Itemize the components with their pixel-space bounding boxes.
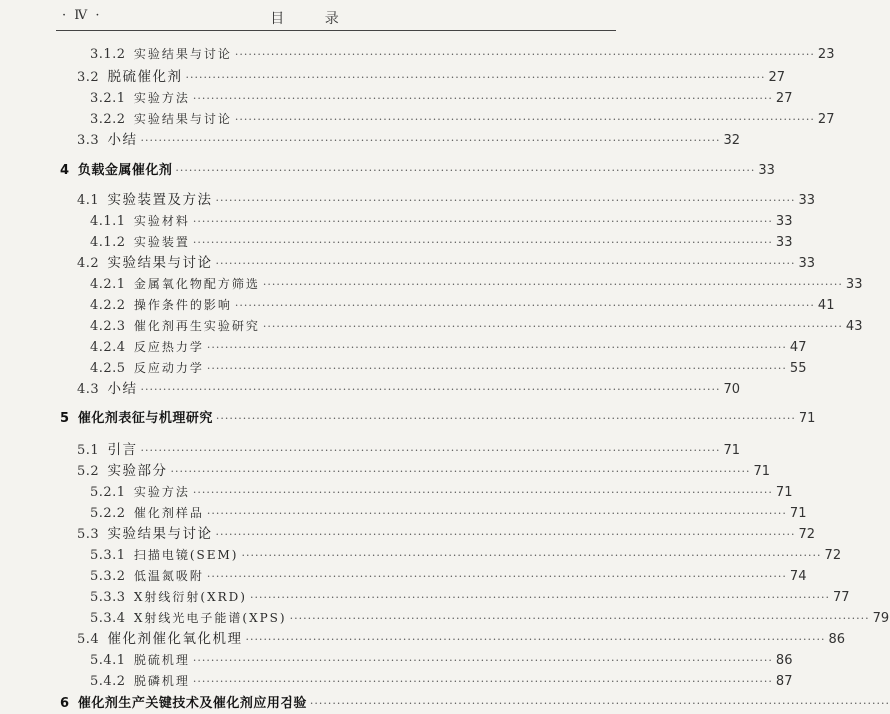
entry-title: 实验材料 <box>133 214 190 228</box>
leader-dots <box>193 483 773 503</box>
entry-page: 23 <box>817 47 835 62</box>
entry-page: 33 <box>775 235 793 250</box>
entry-page: 77 <box>833 590 850 605</box>
entry-number: 4.2 <box>77 256 100 271</box>
entry-page: 71 <box>753 464 771 479</box>
leader-dots <box>215 254 795 274</box>
entry-page: 72 <box>824 548 842 563</box>
entry-title: 脱硫催化剂 <box>107 69 183 85</box>
entry-number: 5.4 <box>77 632 100 647</box>
leader-dots <box>207 359 787 379</box>
leader-dots <box>241 546 821 566</box>
leader-dots <box>140 131 720 151</box>
toc-entry <box>90 671 793 691</box>
toc-entry <box>90 232 793 252</box>
entry-title: 实验装置及方法 <box>107 192 213 208</box>
entry-page: 27 <box>817 112 835 127</box>
leader-dots <box>310 694 890 714</box>
entry-title: 实验结果与讨论 <box>107 255 213 271</box>
entry-number: 3.2.2 <box>90 112 126 127</box>
leader-dots <box>193 651 773 671</box>
toc-entry <box>77 629 846 649</box>
toc-entry <box>77 190 816 210</box>
toc-entry <box>77 524 816 544</box>
entry-number: 4.2.5 <box>90 361 126 376</box>
entry-title: 扫描电镜(SEM) <box>133 548 239 562</box>
entry-number: 5.3.2 <box>90 569 126 584</box>
toc-chapter <box>60 694 616 714</box>
entry-page: 33 <box>758 163 775 178</box>
leader-dots <box>140 441 720 461</box>
chapter-number: 6 <box>60 696 70 711</box>
toc-entry <box>77 461 771 481</box>
entry-page: 86 <box>775 653 793 668</box>
chapter-title: 负载金属催化剂 <box>77 163 173 178</box>
entry-number: 5.3 <box>77 527 100 542</box>
leader-dots <box>193 89 773 109</box>
entry-title: 催化剂催化氧化机理 <box>107 631 243 647</box>
entry-number: 4.2.2 <box>90 298 126 313</box>
toc-entry <box>77 253 816 273</box>
entry-page: 87 <box>775 674 793 689</box>
chapter-number: 4 <box>60 163 70 178</box>
entry-title: 实验部分 <box>107 463 168 479</box>
entry-number: 4.1 <box>77 193 100 208</box>
leader-dots <box>215 191 795 211</box>
toc-entry <box>90 109 835 129</box>
toc-entry <box>90 316 863 336</box>
entry-title: 催化剂再生实验研究 <box>133 319 260 333</box>
toc-entry <box>90 650 793 670</box>
toc-entry <box>90 608 890 628</box>
toc-chapter <box>60 161 775 181</box>
entry-number: 4.2.3 <box>90 319 126 334</box>
toc-entry <box>90 545 842 565</box>
entry-page: 70 <box>723 382 741 397</box>
leader-dots <box>175 161 755 181</box>
page-title: 目 录 <box>270 11 357 27</box>
toc-entry <box>90 587 850 607</box>
chapter-number: 5 <box>60 411 70 426</box>
toc-entry <box>90 44 835 64</box>
entry-title: 实验方法 <box>133 91 190 105</box>
entry-page: 74 <box>789 569 807 584</box>
entry-number: 5.3.1 <box>90 548 126 563</box>
leader-dots <box>207 567 787 587</box>
entry-title: 反应动力学 <box>133 361 204 375</box>
entry-title: X射线衍射(XRD) <box>133 590 247 604</box>
leader-dots <box>235 45 815 65</box>
entry-number: 5.4.2 <box>90 674 126 689</box>
leader-dots <box>140 380 720 400</box>
toc-entry <box>90 88 793 108</box>
entry-number: 4.1.2 <box>90 235 126 250</box>
entry-title: 小结 <box>107 381 138 397</box>
leader-dots <box>290 609 870 629</box>
entry-page: 47 <box>789 340 807 355</box>
entry-page: 71 <box>798 411 816 426</box>
entry-page: 71 <box>723 443 741 458</box>
entry-title: 脱磷机理 <box>133 674 190 688</box>
entry-title: 催化剂样品 <box>133 506 204 520</box>
entry-number: 4.3 <box>77 382 100 397</box>
chapter-title: 催化剂生产关键技术及催化剂应用검验 <box>77 696 307 711</box>
entry-title: 实验结果与讨论 <box>107 526 213 542</box>
entry-page: 72 <box>798 527 816 542</box>
page-number: · Ⅳ · <box>62 8 102 23</box>
entry-title: 实验装置 <box>133 235 190 249</box>
leader-dots <box>263 317 843 337</box>
leader-dots <box>235 296 815 316</box>
entry-page: 43 <box>845 319 863 334</box>
toc-entry <box>77 67 786 87</box>
entry-page: 33 <box>798 193 816 208</box>
entry-number: 5.2.1 <box>90 485 126 500</box>
toc-entry <box>90 358 807 378</box>
entry-page: 32 <box>723 133 741 148</box>
toc-entry <box>90 337 807 357</box>
leader-dots <box>193 672 773 692</box>
entry-page: 86 <box>828 632 846 647</box>
entry-page: 33 <box>798 256 816 271</box>
toc-entry <box>77 440 741 460</box>
entry-title: X射线光电子能谱(XPS) <box>133 611 287 625</box>
leader-dots <box>170 462 750 482</box>
leader-dots <box>235 110 815 130</box>
chapter-title: 催化剂表征与机理研究 <box>77 411 213 426</box>
toc-entry <box>90 566 807 586</box>
entry-number: 5.2.2 <box>90 506 126 521</box>
entry-page: 27 <box>775 91 793 106</box>
entry-title: 实验结果与讨论 <box>133 47 232 61</box>
toc-entry <box>77 130 741 150</box>
entry-title: 操作条件的影响 <box>133 298 232 312</box>
leader-dots <box>245 630 825 650</box>
leader-dots <box>216 409 796 429</box>
entry-number: 5.1 <box>77 443 100 458</box>
toc-entry <box>90 211 793 231</box>
entry-title: 脱硫机理 <box>133 653 190 667</box>
toc-chapter <box>60 409 816 429</box>
entry-number: 3.3 <box>77 133 100 148</box>
entry-page: 33 <box>775 214 793 229</box>
toc-entry <box>90 295 835 315</box>
entry-number: 4.2.1 <box>90 277 126 292</box>
entry-page: 79 <box>872 611 890 626</box>
entry-number: 5.3.3 <box>90 590 126 605</box>
leader-dots <box>207 338 787 358</box>
entry-page: 33 <box>845 277 863 292</box>
entry-title: 实验结果与讨论 <box>133 112 232 126</box>
leader-dots <box>250 588 830 608</box>
entry-number: 4.1.1 <box>90 214 126 229</box>
leader-dots <box>215 525 795 545</box>
entry-number: 5.4.1 <box>90 653 126 668</box>
entry-page: 41 <box>817 298 835 313</box>
entry-page: 71 <box>789 506 807 521</box>
toc-entry <box>90 274 863 294</box>
leader-dots <box>207 504 787 524</box>
entry-title: 引言 <box>107 442 138 458</box>
leader-dots <box>185 68 765 88</box>
entry-number: 4.2.4 <box>90 340 126 355</box>
entry-page: 27 <box>768 70 786 85</box>
entry-number: 5.3.4 <box>90 611 126 626</box>
entry-title: 小结 <box>107 132 138 148</box>
toc-entry <box>77 379 741 399</box>
entry-page: 71 <box>775 485 793 500</box>
entry-title: 低温氮吸附 <box>133 569 204 583</box>
entry-number: 3.2 <box>77 70 100 85</box>
entry-page: 55 <box>789 361 807 376</box>
entry-number: 5.2 <box>77 464 100 479</box>
entry-number: 3.1.2 <box>90 47 126 62</box>
leader-dots <box>263 275 843 295</box>
entry-number: 3.2.1 <box>90 91 126 106</box>
entry-title: 实验方法 <box>133 485 190 499</box>
leader-dots <box>193 233 773 253</box>
toc-entry <box>90 503 807 523</box>
entry-title: 金属氧化物配方筛选 <box>133 277 260 291</box>
leader-dots <box>193 212 773 232</box>
toc-entry <box>90 482 793 502</box>
entry-title: 反应热力学 <box>133 340 204 354</box>
